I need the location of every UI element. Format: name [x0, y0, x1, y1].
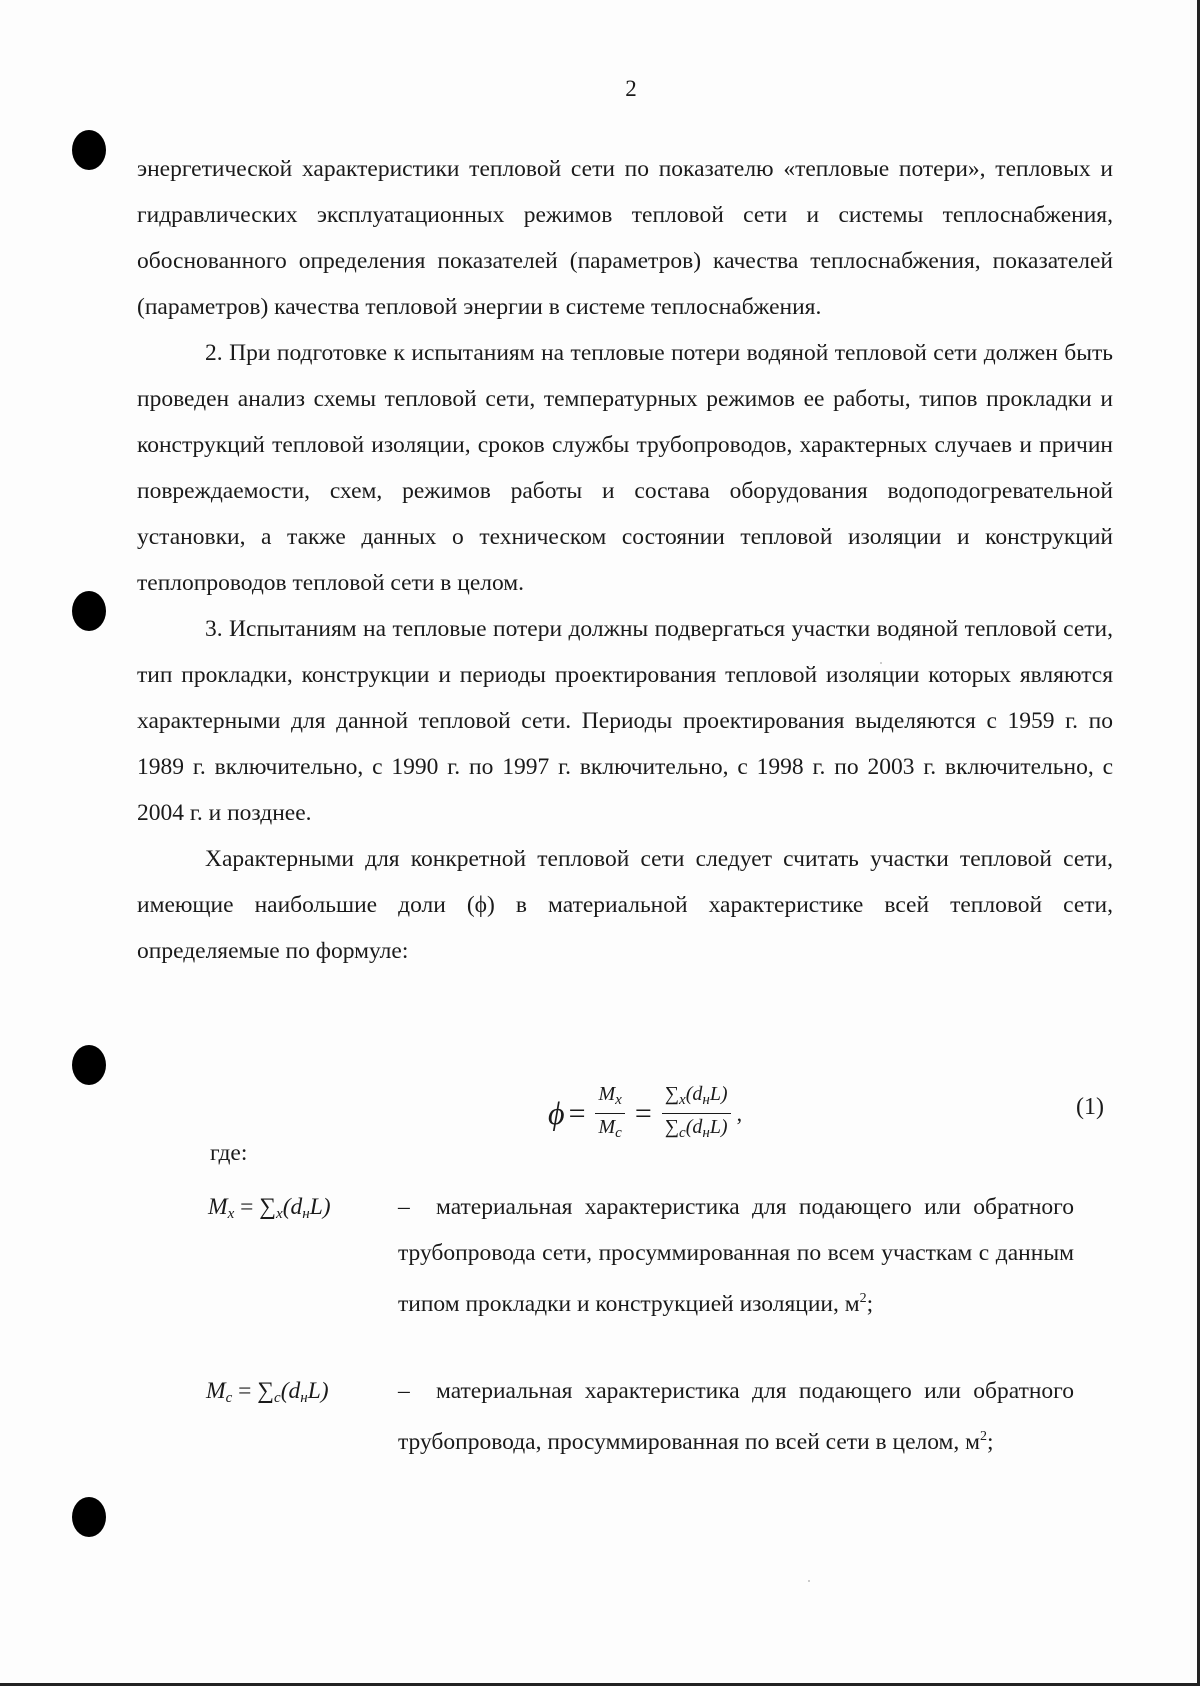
paragraph-characteristic: Характерными для конкретной тепловой сети следует считать участки тепловой сети, имеющие наибольшие доли (ϕ) в материальной характеристике всей тепловой сети, определяемые по формуле: [137, 846, 1113, 964]
definition-symbol: $M_c = \sum_c(d_нL)$ [206, 1378, 329, 1406]
fraction-1-numerator: $M_x$ [595, 1082, 624, 1114]
fraction-2-numerator: $\sum_x(d_нL)$ [662, 1082, 731, 1114]
punch-hole-mark [72, 591, 106, 631]
definition-symbol: $M_x = \sum_x(d_нL)$ [208, 1194, 331, 1222]
formula-equals: = [568, 1096, 586, 1130]
formula-lhs: ϕ [548, 1095, 565, 1131]
punch-hole-mark [72, 130, 106, 170]
page-number: 2 [625, 76, 637, 101]
formula-fraction-1 [595, 1082, 624, 1145]
body-text [137, 146, 1113, 974]
formula-1 [548, 1082, 742, 1145]
formula-trailing-comma: , [736, 1100, 743, 1126]
fraction-2-denominator: $\sum_c(d_нL)$ [664, 1116, 728, 1141]
formula-fraction-2 [662, 1082, 731, 1145]
scan-speck [808, 1580, 810, 1582]
definition-mx [208, 1184, 1074, 1368]
definition-dash: – [398, 1194, 410, 1220]
paragraph-item-2: 2. При подготовке к испытаниям на тепловые потери водяной тепловой сети должен быть проведен анализ схемы тепловой сети, температурных режимов ее работы, типов прокладки и конструкций тепловой изоляции, сроков службы трубопроводов, характерных случаев и причин повреждаемости, схем, режимов работы и состава оборудования водоподогревательной установки, а также данных о техническом состоянии тепловой изоляции и конструкций теплопроводов тепловой сети в целом. [137, 340, 1113, 596]
definition-dash: – [398, 1378, 410, 1404]
paragraph-continuation: энергетической характеристики тепловой сети по показателю «тепловые потери», тепловых и гидравлических эксплуатационных режимов тепловой сети и системы теплоснабжения, обоснованного определения показателей (параметров) качества теплоснабжения, показателей (параметров) качества тепловой энергии в системе теплоснабжения. [137, 156, 1113, 320]
definition-mc [208, 1368, 1074, 1506]
fraction-1-denominator: $M_c$ [598, 1116, 622, 1141]
definition-text: материальная характеристика для подающего или обратного трубопровода, просуммированная по всей сети в целом, $м^2$; [398, 1378, 1074, 1455]
where-label: где: [210, 1140, 248, 1166]
punch-hole-mark [72, 1045, 106, 1085]
paragraph-item-3: 3. Испытаниям на тепловые потери должны подвергаться участки водяной тепловой сети, тип прокладки, конструкции и периоды проектирования тепловой изоляции которых являются характерными для данной тепловой сети. Периоды проектирования выделяются с 1959 г. по 1989 г. включительно, с 1990 г. по 1997 г. включительно, с 1998 г. по 2003 г. включительно, с 2004 г. и позднее. [137, 616, 1113, 826]
formula-equals: = [634, 1096, 652, 1130]
punch-hole-mark [72, 1497, 106, 1537]
definition-text: материальная характеристика для подающего или обратного трубопровода сети, просуммированная по всем участкам с данным типом прокладки и конструкцией изоляции, $м^2$; [398, 1194, 1074, 1317]
formula-number: (1) [1076, 1094, 1104, 1120]
